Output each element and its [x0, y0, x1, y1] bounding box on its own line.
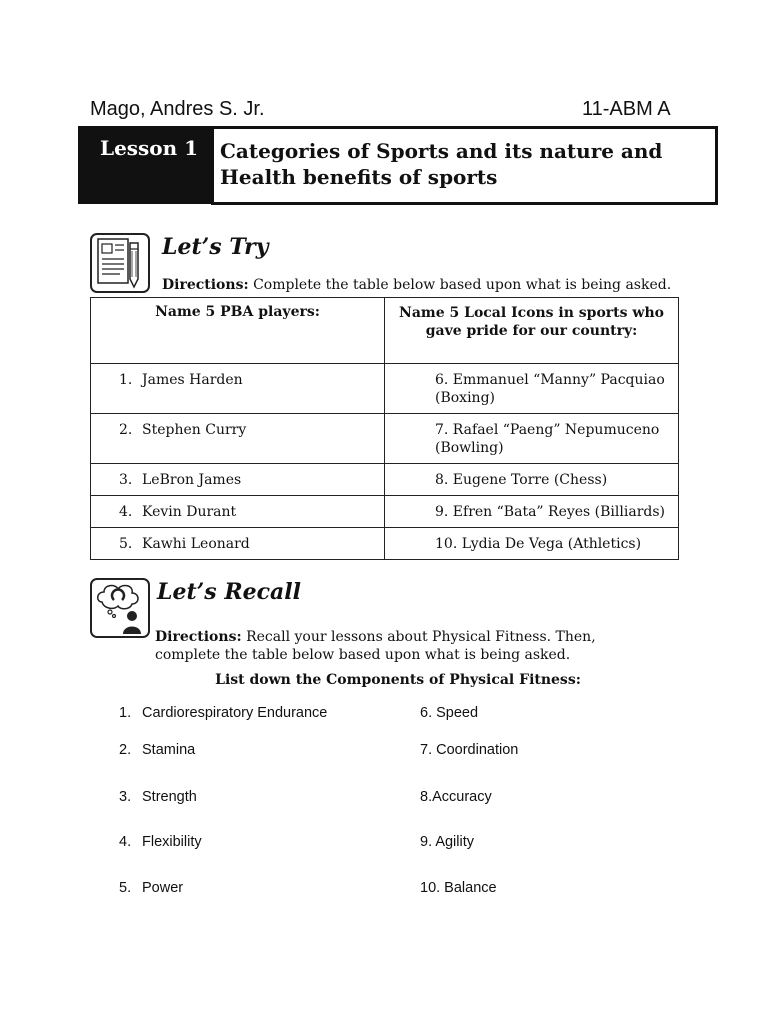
player-cell: 5. Kawhi Leonard — [91, 528, 385, 560]
directions-text: Complete the table below based upon what is being asked. — [248, 277, 672, 293]
player-cell: 3. LeBron James — [91, 464, 385, 496]
table-row — [91, 414, 679, 464]
lets-recall-heading: Let’s Recall — [157, 579, 301, 605]
icon-cell: 9. Efren “Bata” Reyes (Billiards) — [385, 496, 679, 528]
lets-try-directions — [162, 276, 671, 294]
col1-header: Name 5 PBA players: — [91, 298, 385, 364]
icon-cell: 10. Lydia De Vega (Athletics) — [385, 528, 679, 560]
student-name: Mago, Andres S. Jr. — [90, 98, 265, 120]
directions-text: Recall your lessons about Physical Fitness. Then, — [241, 629, 596, 645]
table-row — [91, 364, 679, 414]
list-item: 9. Agility — [420, 834, 474, 850]
lesson-title-line-2: Health benefits of sports — [220, 165, 498, 189]
recall-directions-line-1 — [155, 628, 596, 646]
player-cell: 4. Kevin Durant — [91, 496, 385, 528]
lets-try-heading: Let’s Try — [162, 234, 269, 260]
fitness-list-title: List down the Components of Physical Fitness: — [215, 672, 581, 688]
directions-label: Directions: — [155, 629, 242, 645]
directions-label: Directions: — [162, 277, 249, 293]
col2-header: Name 5 Local Icons in sports who gave pride for our country: — [385, 298, 679, 364]
icon-cell: 6. Emmanuel “Manny” Pacquiao (Boxing) — [385, 364, 679, 414]
recall-directions-line-2: complete the table below based upon what is being asked. — [155, 647, 571, 663]
lesson-title — [211, 126, 718, 205]
list-item: 7. Coordination — [420, 742, 519, 758]
lesson-badge — [78, 126, 212, 204]
thinking-person-icon — [90, 578, 150, 638]
list-item: 5. Power — [119, 880, 184, 896]
student-section: 11-ABM A — [582, 98, 671, 120]
list-item: 10. Balance — [420, 880, 497, 896]
table-row — [91, 496, 679, 528]
lesson-title-line-1: Categories of Sports and its nature and — [220, 139, 663, 163]
table-row — [91, 464, 679, 496]
icon-cell: 7. Rafael “Paeng” Nepumuceno (Bowling) — [385, 414, 679, 464]
player-cell: 1. James Harden — [91, 364, 385, 414]
table-row — [91, 528, 679, 560]
player-cell: 2. Stephen Curry — [91, 414, 385, 464]
icon-cell: 8. Eugene Torre (Chess) — [385, 464, 679, 496]
list-item: 8.Accuracy — [420, 789, 492, 805]
document-pencil-icon — [90, 233, 150, 293]
pba-icons-table — [90, 297, 679, 560]
lets-recall-directions — [155, 628, 596, 664]
lesson-badge-label: Lesson 1 — [100, 136, 199, 160]
list-item: 2. Stamina — [119, 742, 196, 758]
table-header-row — [91, 298, 679, 364]
list-item: 4. Flexibility — [119, 834, 202, 850]
list-item: 6. Speed — [420, 705, 479, 721]
list-item: 1. Cardiorespiratory Endurance — [119, 705, 328, 721]
list-item: 3. Strength — [119, 789, 197, 805]
